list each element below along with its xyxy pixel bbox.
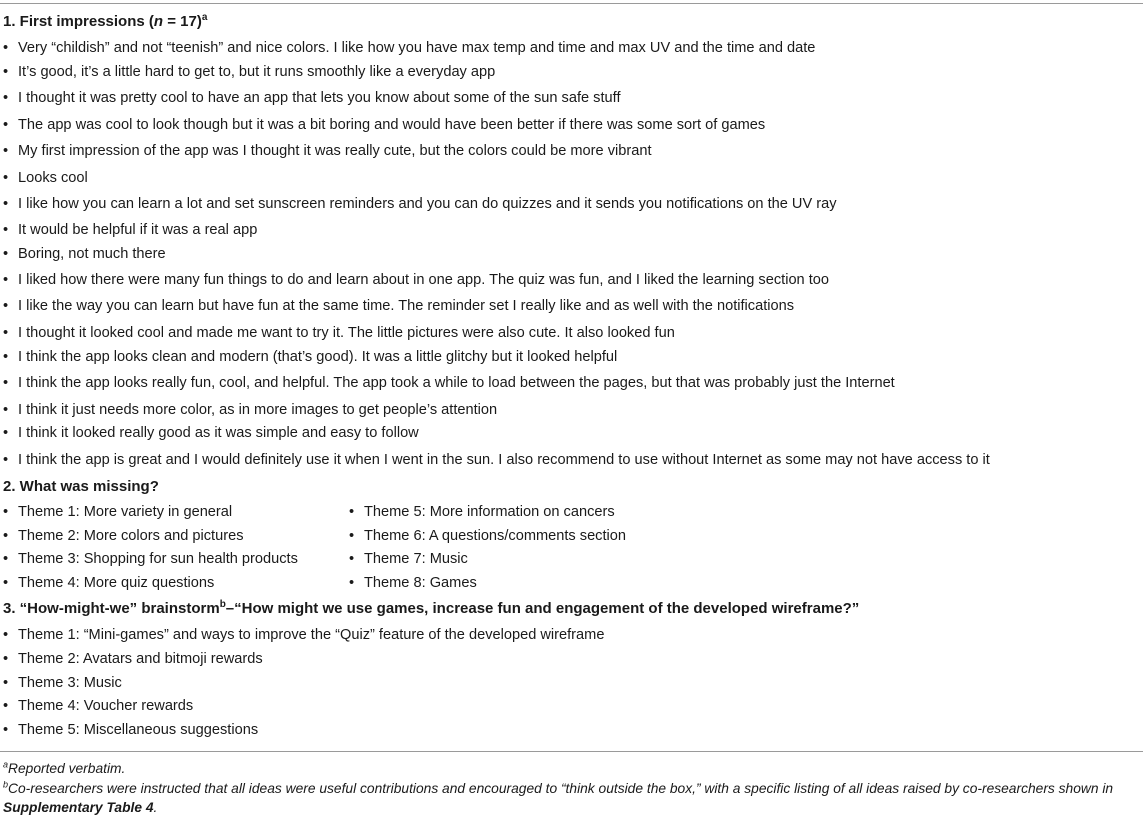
list-item-text: Very “childish” and not “teenish” and nice colors. I like how you have max temp and time and max UV and the time and date — [18, 40, 816, 56]
bullet-icon: • — [3, 698, 9, 714]
list-item — [3, 528, 244, 545]
list-item-text: I liked how there were many fun things to do and learn about in one app. The quiz was fun, and I liked the learning section too — [18, 272, 830, 288]
bullet-icon: • — [3, 272, 9, 288]
list-item — [3, 40, 815, 57]
footnote-b-continued: Supplementary Table 4. — [3, 800, 158, 815]
bullet-icon: • — [3, 349, 9, 365]
bullet-icon: • — [3, 196, 9, 212]
list-item-text: Theme 4: More quiz questions — [18, 575, 215, 591]
list-item-text: It’s good, it’s a little hard to get to, but it runs smoothly like a everyday app — [18, 64, 496, 80]
list-item-text: I think the app looks clean and modern (that’s good). It was a little glitchy but it looked helpful — [18, 349, 618, 365]
bullet-icon: • — [3, 64, 9, 80]
bullet-icon: • — [3, 722, 9, 738]
list-item-text: Theme 5: More information on cancers — [364, 504, 615, 520]
list-item — [3, 298, 794, 315]
list-item-text: I think it looked really good as it was simple and easy to follow — [18, 425, 419, 441]
list-item — [349, 504, 615, 521]
bullet-icon: • — [3, 298, 9, 314]
list-item-text: I thought it was pretty cool to have an app that lets you know about some of the sun safe stuff — [18, 90, 621, 106]
list-item-text: I thought it looked cool and made me want to try it. The little pictures were also cute. It also looked fun — [18, 325, 675, 341]
bullet-icon: • — [3, 425, 9, 441]
list-item — [3, 722, 258, 739]
list-item-text: I think it just needs more color, as in more images to get people’s attention — [18, 402, 498, 418]
bullet-icon: • — [3, 117, 9, 133]
list-item-text: Theme 5: Miscellaneous suggestions — [18, 722, 259, 738]
list-item — [3, 117, 765, 134]
list-item-text: I think the app is great and I would definitely use it when I went in the sun. I also recommend to use without Internet as some may not have access to it — [18, 452, 990, 468]
list-item — [3, 349, 617, 366]
footnote-b: $^b$Co-researchers were instructed that all ideas were useful contributions and encouraged to “think outside the box,” with a specific listing of all ideas raised by co-researchers shown in — [3, 779, 1114, 796]
section-3-heading: 3. “How-might-we” brainstorm$^b$–“How might we use games, increase fun and engagement of the developed wireframe?” — [3, 599, 860, 617]
bullet-icon: • — [3, 452, 9, 468]
footnote-a: $^a$Reported verbatim. — [3, 759, 126, 776]
bullet-icon: • — [349, 551, 355, 567]
top-rule — [0, 3, 1143, 4]
list-item-text: I like how you can learn a lot and set sunscreen reminders and you can do quizzes and it sends you notifications on the UV ray — [18, 196, 837, 212]
list-item — [3, 551, 298, 568]
bullet-icon: • — [3, 325, 9, 341]
list-item-text: Looks cool — [18, 170, 88, 186]
bullet-icon: • — [3, 651, 9, 667]
list-item-text: My first impression of the app was I thought it was really cute, but the colors could be more vibrant — [18, 143, 652, 159]
list-item — [3, 375, 895, 392]
bullet-icon: • — [3, 675, 9, 691]
section-2-heading: 2. What was missing? — [3, 478, 159, 495]
list-item — [3, 402, 497, 419]
bullet-icon: • — [349, 528, 355, 544]
bullet-icon: • — [3, 528, 9, 544]
bullet-icon: • — [3, 170, 9, 186]
list-item-text: Theme 8: Games — [364, 575, 477, 591]
list-item-text: I think the app looks really fun, cool, and helpful. The app took a while to load between the pages, but that was probably just the Internet — [18, 375, 895, 391]
bullet-icon: • — [3, 143, 9, 159]
list-item-text: Theme 2: Avatars and bitmoji rewards — [18, 651, 263, 667]
list-item — [3, 651, 263, 668]
list-item — [3, 143, 652, 160]
list-item — [3, 170, 88, 187]
list-item — [3, 90, 621, 107]
list-item — [3, 698, 193, 715]
list-item — [3, 196, 837, 213]
section-1-heading: 1. First impressions (n = 17)$^a$ — [3, 12, 208, 30]
list-item-text: Boring, not much there — [18, 246, 166, 262]
list-item — [3, 627, 604, 644]
bullet-icon: • — [3, 402, 9, 418]
bullet-icon: • — [349, 575, 355, 591]
bullet-icon: • — [3, 246, 9, 262]
bullet-icon: • — [349, 504, 355, 520]
list-item-text: It would be helpful if it was a real app — [18, 222, 258, 238]
bottom-rule — [0, 751, 1143, 752]
bullet-icon: • — [3, 222, 9, 238]
bullet-icon: • — [3, 551, 9, 567]
list-item-text: The app was cool to look though but it was a bit boring and would have been better if there was some sort of games — [18, 117, 766, 133]
list-item-text: Theme 6: A questions/comments section — [364, 528, 627, 544]
list-item — [3, 675, 122, 692]
bullet-icon: • — [3, 375, 9, 391]
bullet-icon: • — [3, 40, 9, 56]
bullet-icon: • — [3, 575, 9, 591]
list-item — [349, 551, 468, 568]
bullet-icon: • — [3, 627, 9, 643]
list-item — [3, 452, 990, 469]
list-item — [349, 575, 477, 592]
list-item-text: Theme 4: Voucher rewards — [18, 698, 194, 714]
list-item-text: Theme 7: Music — [364, 551, 468, 567]
list-item — [3, 222, 257, 239]
list-item — [3, 272, 829, 289]
list-item — [349, 528, 626, 545]
bullet-icon: • — [3, 504, 9, 520]
list-item-text: I like the way you can learn but have fun at the same time. The reminder set I really like and as well with the notifications — [18, 298, 795, 314]
list-item-text: Theme 3: Music — [18, 675, 122, 691]
list-item-text: Theme 3: Shopping for sun health products — [18, 551, 298, 567]
list-item — [3, 425, 419, 442]
list-item-text: Theme 2: More colors and pictures — [18, 528, 244, 544]
list-item-text: Theme 1: “Mini-games” and ways to improve the “Quiz” feature of the developed wireframe — [18, 627, 605, 643]
list-item — [3, 575, 214, 592]
list-item-text: Theme 1: More variety in general — [18, 504, 233, 520]
list-item — [3, 504, 232, 521]
list-item — [3, 246, 166, 263]
supplementary-table-link[interactable]: Supplementary Table 4 — [3, 800, 154, 815]
list-item — [3, 325, 675, 342]
list-item — [3, 64, 495, 81]
bullet-icon: • — [3, 90, 9, 106]
